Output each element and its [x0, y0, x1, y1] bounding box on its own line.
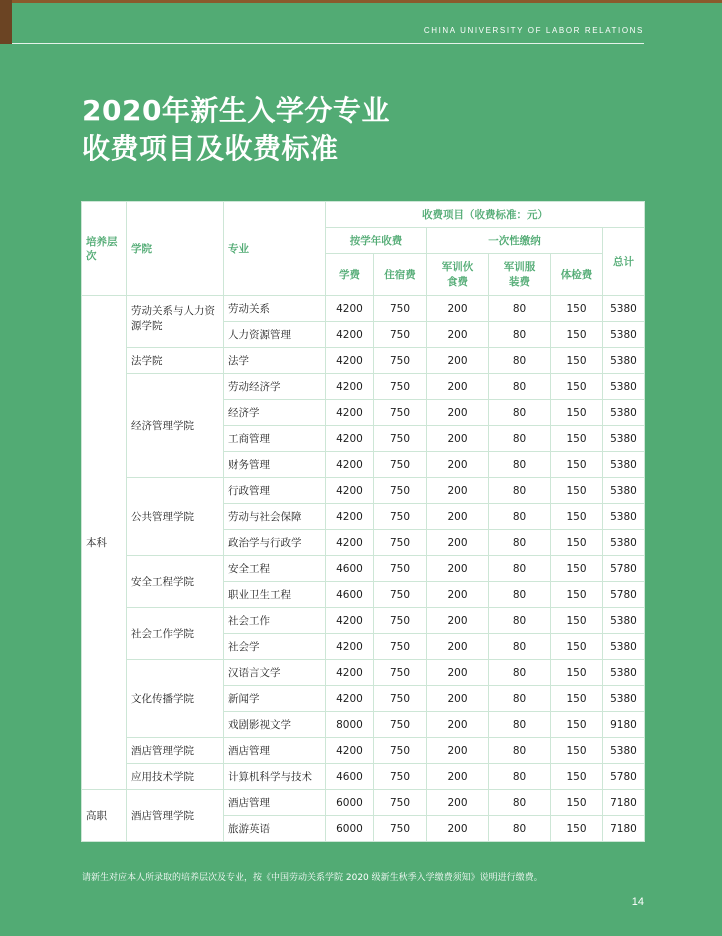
lodging-cell: 750 — [374, 322, 427, 348]
college-cell: 经济管理学院 — [127, 374, 224, 478]
lodging-cell: 750 — [374, 400, 427, 426]
corner-tab — [0, 0, 12, 44]
uniform-cell: 80 — [489, 322, 551, 348]
tuition-cell: 4200 — [326, 426, 374, 452]
lodging-cell: 750 — [374, 504, 427, 530]
food-cell: 200 — [427, 790, 489, 816]
total-cell: 5380 — [603, 504, 645, 530]
college-cell: 劳动关系与人力资源学院 — [127, 296, 224, 348]
major-cell: 财务管理 — [224, 452, 326, 478]
major-cell: 法学 — [224, 348, 326, 374]
college-cell: 应用技术学院 — [127, 764, 224, 790]
total-cell: 5380 — [603, 400, 645, 426]
uniform-cell: 80 — [489, 478, 551, 504]
header-yearly: 按学年收费 — [326, 228, 427, 254]
uniform-cell: 80 — [489, 738, 551, 764]
tuition-cell: 4200 — [326, 478, 374, 504]
uniform-cell: 80 — [489, 764, 551, 790]
lodging-cell: 750 — [374, 764, 427, 790]
uniform-cell: 80 — [489, 608, 551, 634]
total-cell: 5380 — [603, 738, 645, 764]
tuition-cell: 4200 — [326, 296, 374, 322]
table-row — [82, 790, 645, 816]
header-lodging: 住宿费 — [374, 254, 427, 296]
level-cell: 高职 — [82, 790, 127, 842]
physical-cell: 150 — [551, 348, 603, 374]
tuition-cell: 8000 — [326, 712, 374, 738]
food-cell: 200 — [427, 322, 489, 348]
table-row — [82, 478, 645, 504]
total-cell: 5380 — [603, 634, 645, 660]
major-cell: 酒店管理 — [224, 738, 326, 764]
physical-cell: 150 — [551, 634, 603, 660]
table-row — [82, 660, 645, 686]
header-major: 专业 — [224, 202, 326, 296]
physical-cell: 150 — [551, 816, 603, 842]
physical-cell: 150 — [551, 790, 603, 816]
food-cell: 200 — [427, 738, 489, 764]
physical-cell: 150 — [551, 504, 603, 530]
food-cell: 200 — [427, 426, 489, 452]
title-line-2: 收费项目及收费标准 — [82, 132, 339, 165]
physical-cell: 150 — [551, 738, 603, 764]
major-cell: 人力资源管理 — [224, 322, 326, 348]
food-cell: 200 — [427, 608, 489, 634]
total-cell: 5780 — [603, 582, 645, 608]
physical-cell: 150 — [551, 322, 603, 348]
physical-cell: 150 — [551, 426, 603, 452]
lodging-cell: 750 — [374, 660, 427, 686]
physical-cell: 150 — [551, 764, 603, 790]
table-row — [82, 296, 645, 322]
major-cell: 劳动经济学 — [224, 374, 326, 400]
header-tuition: 学费 — [326, 254, 374, 296]
major-cell: 安全工程 — [224, 556, 326, 582]
lodging-cell: 750 — [374, 426, 427, 452]
tuition-cell: 4600 — [326, 582, 374, 608]
tuition-cell: 4200 — [326, 374, 374, 400]
physical-cell: 150 — [551, 478, 603, 504]
total-cell: 7180 — [603, 816, 645, 842]
lodging-cell: 750 — [374, 790, 427, 816]
lodging-cell: 750 — [374, 634, 427, 660]
total-cell: 5380 — [603, 530, 645, 556]
lodging-cell: 750 — [374, 452, 427, 478]
uniform-cell: 80 — [489, 426, 551, 452]
lodging-cell: 750 — [374, 556, 427, 582]
lodging-cell: 750 — [374, 296, 427, 322]
college-cell: 酒店管理学院 — [127, 738, 224, 764]
uniform-cell: 80 — [489, 530, 551, 556]
header-college: 学院 — [127, 202, 224, 296]
food-cell: 200 — [427, 582, 489, 608]
major-cell: 政治学与行政学 — [224, 530, 326, 556]
table-row — [82, 608, 645, 634]
total-cell: 5380 — [603, 660, 645, 686]
header-rule — [12, 43, 644, 44]
tuition-cell: 4200 — [326, 686, 374, 712]
food-cell: 200 — [427, 660, 489, 686]
table-row — [82, 556, 645, 582]
major-cell: 汉语言文学 — [224, 660, 326, 686]
uniform-cell: 80 — [489, 634, 551, 660]
uniform-cell: 80 — [489, 400, 551, 426]
food-cell: 200 — [427, 764, 489, 790]
uniform-cell: 80 — [489, 686, 551, 712]
lodging-cell: 750 — [374, 530, 427, 556]
lodging-cell: 750 — [374, 816, 427, 842]
tuition-cell: 4200 — [326, 504, 374, 530]
tuition-cell: 4200 — [326, 738, 374, 764]
total-cell: 5380 — [603, 452, 645, 478]
tuition-cell: 4600 — [326, 556, 374, 582]
food-cell: 200 — [427, 452, 489, 478]
food-cell: 200 — [427, 504, 489, 530]
physical-cell: 150 — [551, 374, 603, 400]
major-cell: 酒店管理 — [224, 790, 326, 816]
college-cell: 社会工作学院 — [127, 608, 224, 660]
major-cell: 职业卫生工程 — [224, 582, 326, 608]
uniform-cell: 80 — [489, 660, 551, 686]
uniform-cell: 80 — [489, 790, 551, 816]
total-cell: 5380 — [603, 296, 645, 322]
food-cell: 200 — [427, 478, 489, 504]
lodging-cell: 750 — [374, 738, 427, 764]
tuition-cell: 4200 — [326, 348, 374, 374]
tuition-cell: 4200 — [326, 452, 374, 478]
uniform-cell: 80 — [489, 374, 551, 400]
major-cell: 戏剧影视文学 — [224, 712, 326, 738]
uniform-cell: 80 — [489, 504, 551, 530]
total-cell: 5380 — [603, 478, 645, 504]
physical-cell: 150 — [551, 296, 603, 322]
tuition-cell: 4600 — [326, 764, 374, 790]
lodging-cell: 750 — [374, 374, 427, 400]
lodging-cell: 750 — [374, 712, 427, 738]
total-cell: 5380 — [603, 348, 645, 374]
tuition-cell: 4200 — [326, 608, 374, 634]
table-row — [82, 348, 645, 374]
food-cell: 200 — [427, 556, 489, 582]
major-cell: 社会工作 — [224, 608, 326, 634]
tuition-cell: 6000 — [326, 816, 374, 842]
physical-cell: 150 — [551, 400, 603, 426]
uniform-cell: 80 — [489, 816, 551, 842]
food-cell: 200 — [427, 530, 489, 556]
header-fee-items: 收费项目（收费标准：元） — [326, 202, 645, 228]
physical-cell: 150 — [551, 530, 603, 556]
page-title — [82, 92, 390, 168]
total-cell: 5380 — [603, 322, 645, 348]
total-cell: 5380 — [603, 426, 645, 452]
physical-cell: 150 — [551, 712, 603, 738]
physical-cell: 150 — [551, 686, 603, 712]
fee-table — [81, 201, 645, 842]
total-cell: 5380 — [603, 374, 645, 400]
college-cell: 酒店管理学院 — [127, 790, 224, 842]
physical-cell: 150 — [551, 582, 603, 608]
major-cell: 新闻学 — [224, 686, 326, 712]
physical-cell: 150 — [551, 660, 603, 686]
major-cell: 计算机科学与技术 — [224, 764, 326, 790]
tuition-cell: 4200 — [326, 322, 374, 348]
total-cell: 5380 — [603, 686, 645, 712]
uniform-cell: 80 — [489, 712, 551, 738]
college-cell: 文化传播学院 — [127, 660, 224, 738]
header-physical: 体检费 — [551, 254, 603, 296]
major-cell: 社会学 — [224, 634, 326, 660]
footnote: 请新生对应本人所录取的培养层次及专业，按《中国劳动关系学院 2020 级新生秋季入学缴费须知》说明进行缴费。 — [82, 873, 543, 883]
physical-cell: 150 — [551, 608, 603, 634]
tuition-cell: 4200 — [326, 660, 374, 686]
uniform-cell: 80 — [489, 348, 551, 374]
lodging-cell: 750 — [374, 608, 427, 634]
major-cell: 劳动与社会保障 — [224, 504, 326, 530]
major-cell: 工商管理 — [224, 426, 326, 452]
uniform-cell: 80 — [489, 582, 551, 608]
uniform-cell: 80 — [489, 296, 551, 322]
food-cell: 200 — [427, 712, 489, 738]
university-name: CHINA UNIVERSITY OF LABOR RELATIONS — [423, 26, 644, 35]
table-row — [82, 764, 645, 790]
total-cell: 5780 — [603, 764, 645, 790]
college-cell: 安全工程学院 — [127, 556, 224, 608]
physical-cell: 150 — [551, 556, 603, 582]
title-line-1: 2020年新生入学分专业 — [82, 94, 390, 127]
major-cell: 行政管理 — [224, 478, 326, 504]
college-cell: 公共管理学院 — [127, 478, 224, 556]
lodging-cell: 750 — [374, 686, 427, 712]
page-number: 14 — [631, 896, 644, 908]
tuition-cell: 4200 — [326, 530, 374, 556]
food-cell: 200 — [427, 816, 489, 842]
food-cell: 200 — [427, 634, 489, 660]
header-military-uniform: 军训服装费 — [489, 254, 551, 296]
physical-cell: 150 — [551, 452, 603, 478]
total-cell: 9180 — [603, 712, 645, 738]
table-row — [82, 738, 645, 764]
major-cell: 旅游英语 — [224, 816, 326, 842]
top-accent-line — [0, 0, 722, 3]
food-cell: 200 — [427, 296, 489, 322]
total-cell: 7180 — [603, 790, 645, 816]
tuition-cell: 6000 — [326, 790, 374, 816]
lodging-cell: 750 — [374, 348, 427, 374]
tuition-cell: 4200 — [326, 634, 374, 660]
header-once: 一次性缴纳 — [427, 228, 603, 254]
header-military-food: 军训伙食费 — [427, 254, 489, 296]
food-cell: 200 — [427, 348, 489, 374]
college-cell: 法学院 — [127, 348, 224, 374]
food-cell: 200 — [427, 400, 489, 426]
uniform-cell: 80 — [489, 452, 551, 478]
lodging-cell: 750 — [374, 582, 427, 608]
major-cell: 劳动关系 — [224, 296, 326, 322]
tuition-cell: 4200 — [326, 400, 374, 426]
major-cell: 经济学 — [224, 400, 326, 426]
header-total: 总计 — [603, 228, 645, 296]
uniform-cell: 80 — [489, 556, 551, 582]
food-cell: 200 — [427, 686, 489, 712]
level-cell: 本科 — [82, 296, 127, 790]
total-cell: 5380 — [603, 608, 645, 634]
lodging-cell: 750 — [374, 478, 427, 504]
food-cell: 200 — [427, 374, 489, 400]
table-row — [82, 374, 645, 400]
total-cell: 5780 — [603, 556, 645, 582]
header-level: 培养层次 — [82, 202, 127, 296]
